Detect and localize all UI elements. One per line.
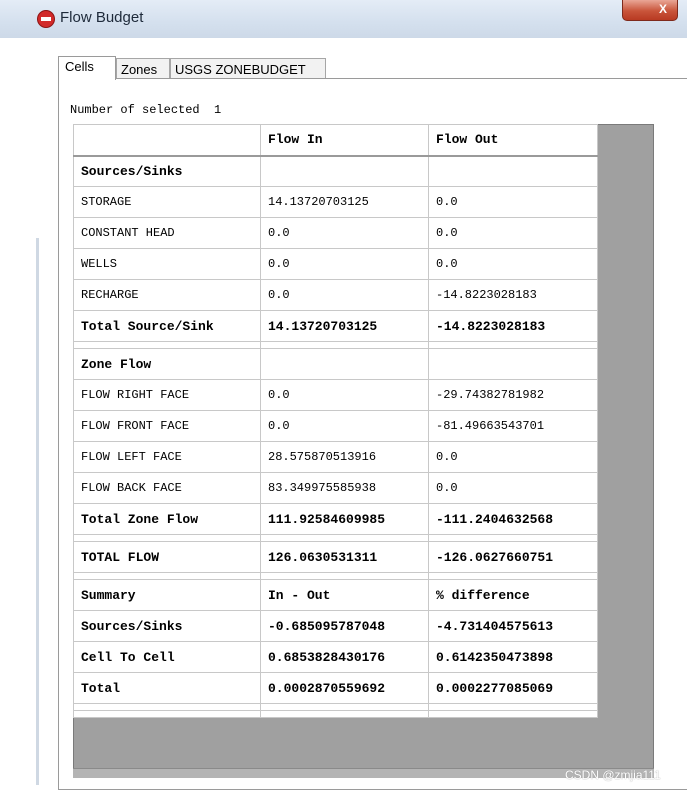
table-row xyxy=(74,673,598,704)
table-row xyxy=(74,504,598,535)
table-row xyxy=(74,218,598,249)
table-cell[interactable]: -81.49663543701 xyxy=(429,411,598,442)
table-header-row xyxy=(74,125,598,156)
table-cell[interactable] xyxy=(429,156,598,187)
table-cell[interactable] xyxy=(261,535,429,542)
table-cell[interactable]: 126.0630531311 xyxy=(261,542,429,573)
table-cell[interactable]: -0.685095787048 xyxy=(261,611,429,642)
column-header[interactable] xyxy=(74,125,261,156)
table-cell[interactable]: 0.0 xyxy=(429,442,598,473)
close-icon: X xyxy=(658,2,667,16)
watermark: CSDN @zmjia111 xyxy=(565,768,661,782)
column-header[interactable]: Flow In xyxy=(261,125,429,156)
table-row xyxy=(74,280,598,311)
table-cell[interactable]: 0.0 xyxy=(261,411,429,442)
table-cell[interactable]: 0.0 xyxy=(261,280,429,311)
table-row xyxy=(74,711,598,718)
table-cell[interactable]: % difference xyxy=(429,580,598,611)
flow-budget-table xyxy=(73,124,598,718)
table-cell[interactable]: FLOW RIGHT FACE xyxy=(74,380,261,411)
table-cell[interactable] xyxy=(74,342,261,349)
table-row xyxy=(74,156,598,187)
table-cell[interactable]: Zone Flow xyxy=(74,349,261,380)
table-row xyxy=(74,573,598,580)
table-cell[interactable]: 0.0 xyxy=(429,187,598,218)
table-row xyxy=(74,611,598,642)
table-cell[interactable]: In - Out xyxy=(261,580,429,611)
table-cell[interactable]: CONSTANT HEAD xyxy=(74,218,261,249)
table-cell[interactable]: STORAGE xyxy=(74,187,261,218)
table-row xyxy=(74,349,598,380)
table-cell[interactable]: FLOW FRONT FACE xyxy=(74,411,261,442)
table-cell[interactable]: -14.8223028183 xyxy=(429,311,598,342)
table-cell[interactable]: 0.0 xyxy=(429,249,598,280)
table-row xyxy=(74,535,598,542)
table-cell[interactable]: Summary xyxy=(74,580,261,611)
table-cell[interactable] xyxy=(261,156,429,187)
tab-zones[interactable]: Zones xyxy=(116,58,170,80)
table-cell[interactable]: -29.74382781982 xyxy=(429,380,598,411)
selected-count-text: Number of selected xyxy=(70,103,200,117)
table-cell[interactable] xyxy=(429,711,598,718)
table-cell[interactable]: 14.13720703125 xyxy=(261,187,429,218)
table-row xyxy=(74,380,598,411)
table-cell[interactable]: Sources/Sinks xyxy=(74,611,261,642)
table-row xyxy=(74,311,598,342)
table-cell[interactable]: 0.0002277085069 xyxy=(429,673,598,704)
table-cell[interactable]: RECHARGE xyxy=(74,280,261,311)
table-cell[interactable] xyxy=(74,573,261,580)
table-cell[interactable]: 0.0 xyxy=(429,218,598,249)
table-cell[interactable]: FLOW LEFT FACE xyxy=(74,442,261,473)
table-cell[interactable]: -14.8223028183 xyxy=(429,280,598,311)
table-cell[interactable] xyxy=(74,711,261,718)
selected-count-label xyxy=(70,103,221,117)
table-row xyxy=(74,342,598,349)
table-cell[interactable]: 14.13720703125 xyxy=(261,311,429,342)
tab-usgs-zonebudget[interactable]: USGS ZONEBUDGET xyxy=(170,58,326,80)
table-row xyxy=(74,580,598,611)
column-header[interactable]: Flow Out xyxy=(429,125,598,156)
table-cell[interactable]: Total Source/Sink xyxy=(74,311,261,342)
table-cell[interactable]: Total Zone Flow xyxy=(74,504,261,535)
table-cell[interactable]: 28.575870513916 xyxy=(261,442,429,473)
table-row xyxy=(74,704,598,711)
table-cell[interactable]: 0.0 xyxy=(261,218,429,249)
table-cell[interactable]: Cell To Cell xyxy=(74,642,261,673)
table-cell[interactable] xyxy=(429,342,598,349)
table-cell[interactable]: 0.0 xyxy=(429,473,598,504)
tab-cells[interactable]: Cells xyxy=(58,56,116,80)
table-cell[interactable] xyxy=(429,535,598,542)
app-logo-icon xyxy=(37,10,55,28)
table-cell[interactable] xyxy=(261,573,429,580)
table-cell[interactable] xyxy=(74,704,261,711)
table-row xyxy=(74,542,598,573)
window-title: Flow Budget xyxy=(60,9,144,26)
table-cell[interactable]: 0.0002870559692 xyxy=(261,673,429,704)
table-cell[interactable]: 83.349975585938 xyxy=(261,473,429,504)
table-cell[interactable]: Total xyxy=(74,673,261,704)
table-cell[interactable]: FLOW BACK FACE xyxy=(74,473,261,504)
table-cell[interactable] xyxy=(429,704,598,711)
table-cell[interactable] xyxy=(74,535,261,542)
table-cell[interactable]: -111.2404632568 xyxy=(429,504,598,535)
table-cell[interactable]: TOTAL FLOW xyxy=(74,542,261,573)
table-row xyxy=(74,442,598,473)
table-cell[interactable]: 0.6142350473898 xyxy=(429,642,598,673)
table-cell[interactable] xyxy=(261,711,429,718)
title-bar[interactable] xyxy=(0,0,687,38)
table-cell[interactable]: Sources/Sinks xyxy=(74,156,261,187)
table-cell[interactable]: 0.0 xyxy=(261,380,429,411)
table-cell[interactable] xyxy=(429,573,598,580)
table-cell[interactable]: 0.0 xyxy=(261,249,429,280)
table-row xyxy=(74,642,598,673)
table-row xyxy=(74,187,598,218)
table-cell[interactable] xyxy=(429,349,598,380)
table-cell[interactable] xyxy=(261,342,429,349)
table-cell[interactable] xyxy=(261,704,429,711)
table-cell[interactable]: -126.0627660751 xyxy=(429,542,598,573)
table-row xyxy=(74,249,598,280)
table-row xyxy=(74,411,598,442)
selected-count-value: 1 xyxy=(214,103,222,117)
close-button[interactable] xyxy=(622,0,678,21)
table-cell[interactable]: -4.731404575613 xyxy=(429,611,598,642)
table-cell[interactable]: WELLS xyxy=(74,249,261,280)
table-cell[interactable] xyxy=(261,349,429,380)
table-row xyxy=(74,473,598,504)
table-cell[interactable]: 111.92584609985 xyxy=(261,504,429,535)
table-cell[interactable]: 0.6853828430176 xyxy=(261,642,429,673)
